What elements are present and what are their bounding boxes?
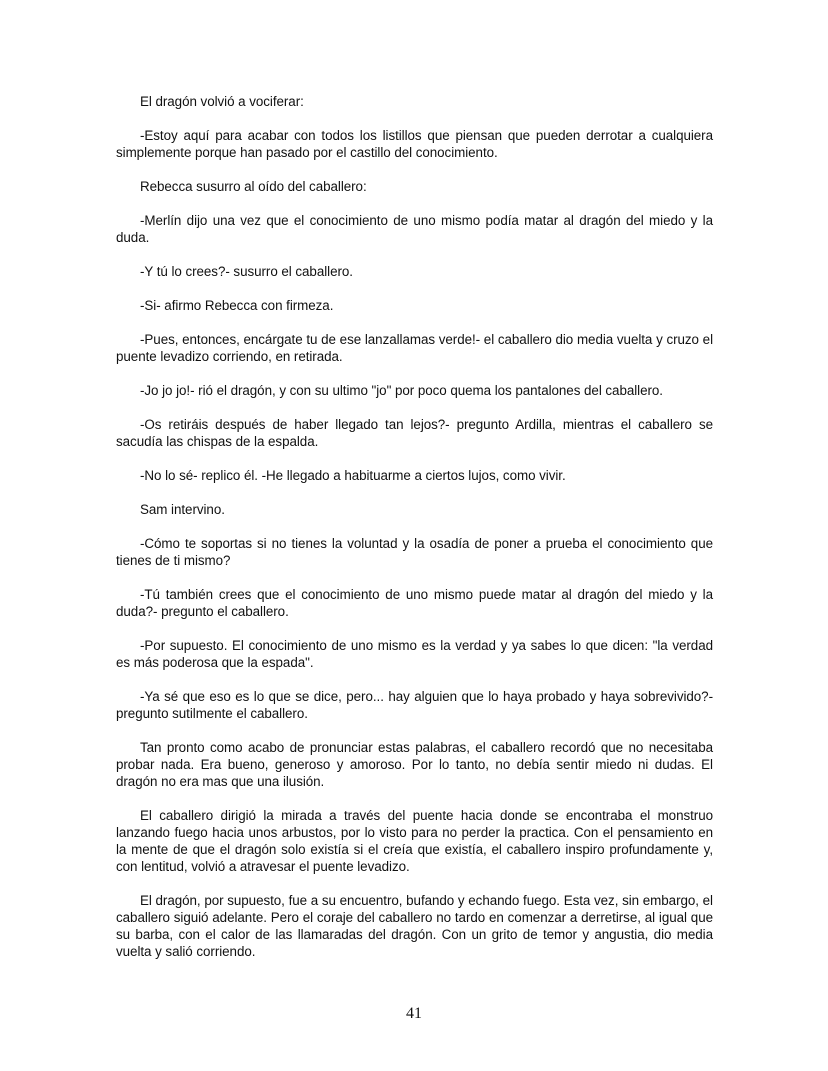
paragraph: El dragón, por supuesto, fue a su encuentro, bufando y echando fuego. Esta vez, sin embargo, el caballero siguió adelante. Pero el coraje del caballero no tardo en comenzar a derretirse, al igual que su barba, con el calor de las llamaradas del dragón. Con un grito de temor y angustia, dio media vuelta y salió corriendo. <box>116 893 713 959</box>
paragraph: -Y tú lo crees?- susurro el caballero. <box>140 264 353 279</box>
paragraph: -Ya sé que eso es lo que se dice, pero... hay alguien que lo haya probado y haya sobrevivido?- pregunto sutilmente el caballero. <box>116 689 713 721</box>
paragraph: -Estoy aquí para acabar con todos los listillos que piensan que pueden derrotar a cualquiera simplemente porque han pasado por el castillo del conocimiento. <box>116 128 713 160</box>
paragraph: -Si- afirmo Rebecca con firmeza. <box>140 298 334 313</box>
page-number: 41 <box>406 1005 422 1022</box>
paragraph: -Cómo te soportas si no tienes la voluntad y la osadía de poner a prueba el conocimiento que tienes de ti mismo? <box>116 536 713 568</box>
paragraph: El caballero dirigió la mirada a través del puente hacia donde se encontraba el monstruo lanzando fuego hacia unos arbustos, por lo visto para no perder la practica. Con el pensamiento en la mente de que el dragón solo existía si el creía que existía, el caballero inspiro profundamente y, con lentitud, volvió a atravesar el puente levadizo. <box>116 808 713 874</box>
paragraph: Rebecca susurro al oído del caballero: <box>140 179 367 194</box>
paragraph: Sam intervino. <box>140 502 225 517</box>
paragraph: -No lo sé- replico él. -He llegado a habituarme a ciertos lujos, como vivir. <box>140 468 566 483</box>
paragraph: -Merlín dijo una vez que el conocimiento de uno mismo podía matar al dragón del miedo y la duda. <box>116 213 713 245</box>
paragraph: -Os retiráis después de haber llegado tan lejos?- pregunto Ardilla, mientras el caballero se sacudía las chispas de la espalda. <box>116 417 713 449</box>
paragraph: -Por supuesto. El conocimiento de uno mismo es la verdad y ya sabes lo que dicen: "la verdad es más poderosa que la espada". <box>116 638 713 670</box>
paragraph: El dragón volvió a vociferar: <box>140 94 304 109</box>
document-body <box>116 93 713 977</box>
paragraph: Tan pronto como acabo de pronunciar estas palabras, el caballero recordó que no necesitaba probar nada. Era bueno, generoso y amoroso. Por lo tanto, no debía sentir miedo ni dudas. El dragón no era mas que una ilusión. <box>116 740 713 789</box>
paragraph: -Tú también crees que el conocimiento de uno mismo puede matar al dragón del miedo y la duda?- pregunto el caballero. <box>116 587 713 619</box>
paragraph: -Pues, entonces, encárgate tu de ese lanzallamas verde!- el caballero dio media vuelta y cruzo el puente levadizo corriendo, en retirada. <box>116 332 713 364</box>
paragraph: -Jo jo jo!- rió el dragón, y con su ultimo "jo" por poco quema los pantalones del caballero. <box>140 383 663 398</box>
